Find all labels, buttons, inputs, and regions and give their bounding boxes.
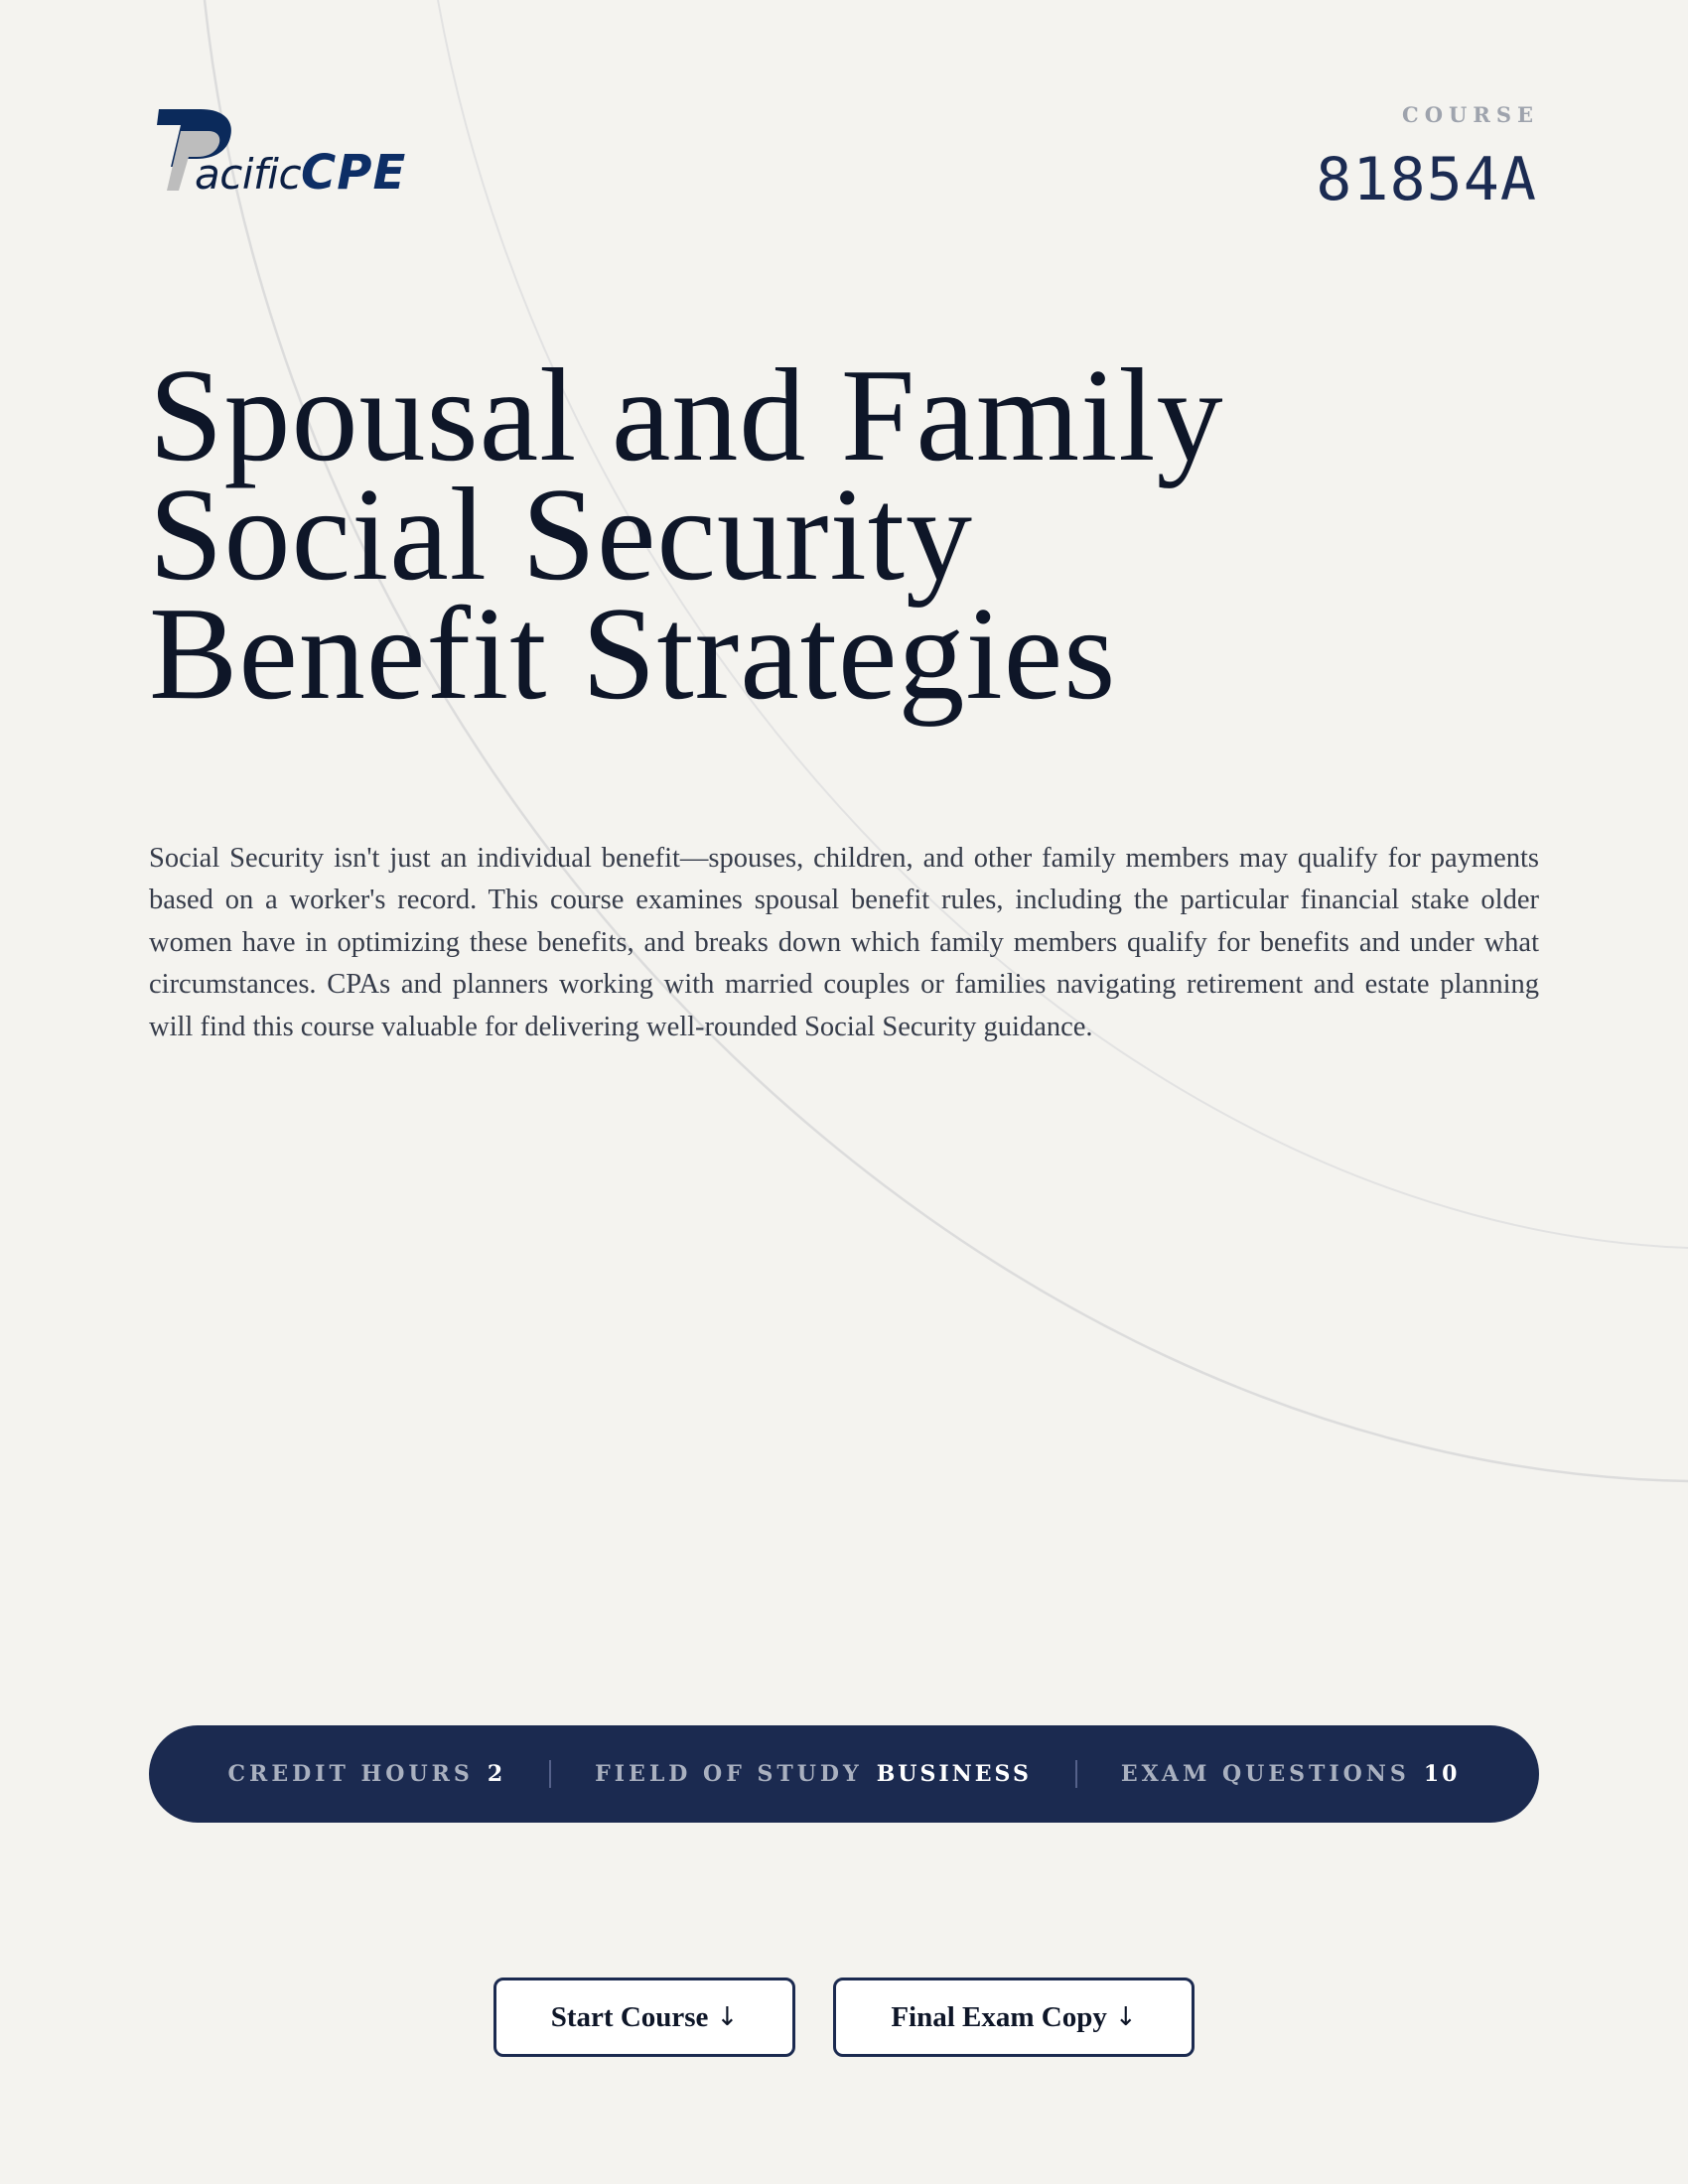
field-of-study-value: BUSINESS — [876, 1761, 1032, 1787]
final-exam-copy-label: Final Exam Copy — [891, 2000, 1107, 2033]
arrow-down-icon: ↓ — [716, 2002, 739, 2032]
action-buttons — [0, 1978, 1688, 2057]
exam-questions-label: EXAM QUESTIONS — [1120, 1761, 1410, 1787]
credit-hours-item — [228, 1761, 506, 1787]
info-divider — [1075, 1760, 1077, 1788]
title-line-1: Spousal and Family — [149, 341, 1224, 488]
exam-questions-item — [1121, 1761, 1461, 1787]
course-title — [149, 341, 1539, 727]
logo-name-part2: CPE — [301, 145, 407, 201]
credit-hours-value: 2 — [487, 1761, 506, 1787]
credit-hours-label: CREDIT HOURS — [227, 1761, 474, 1787]
arrow-down-icon: ↓ — [1114, 2002, 1137, 2032]
course-label: COURSE — [1402, 102, 1539, 127]
field-of-study-item — [595, 1761, 1032, 1787]
title-line-3: Benefit Strategies — [149, 580, 1117, 727]
course-description: Social Security isn't just an individual benefit—spouses, children, and other family members may qualify for payments based on a worker's record. This course examines spousal benefit rules, including the particular financial stake older women have in optimizing these benefits, and breaks down which family members qualify for benefits and under what circumstances. CPAs and planners working with married couples or families navigating retirement and estate planning will find this course valuable for delivering well-rounded Social Security guidance. — [149, 843, 1539, 1042]
final-exam-copy-button[interactable] — [833, 1978, 1195, 2057]
pacificcpe-logo — [155, 105, 407, 201]
course-info-bar — [149, 1725, 1539, 1823]
logo-wordmark — [195, 145, 407, 201]
start-course-button[interactable] — [493, 1978, 795, 2057]
start-course-label: Start Course — [550, 2000, 709, 2033]
title-line-2: Social Security — [149, 461, 973, 608]
course-code: 81854A — [1316, 145, 1537, 214]
field-of-study-label: FIELD OF STUDY — [595, 1761, 863, 1787]
info-divider — [549, 1760, 551, 1788]
exam-questions-value: 10 — [1423, 1761, 1461, 1787]
logo-name-part1: acific — [195, 150, 302, 199]
